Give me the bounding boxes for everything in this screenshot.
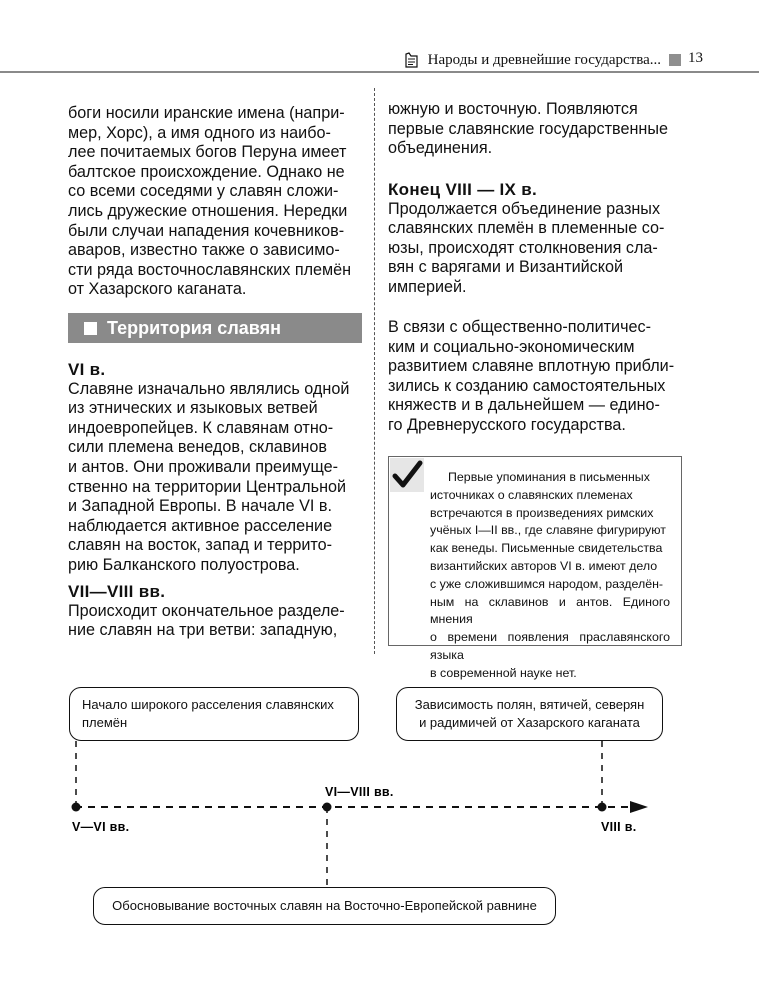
line: от Хазарского каганата. (68, 280, 247, 299)
line: объединения. (388, 139, 493, 158)
line: индоевропейцев. К славянам отно- (68, 418, 334, 437)
point-label: V—VI вв. (72, 820, 130, 834)
line: лись дружеские отношения. Нередки (68, 201, 348, 220)
checkmark-icon (390, 458, 424, 492)
line: ким и социально-экономическим (388, 337, 635, 356)
timeline-event-box: Обосновывание восточных славян на Восточно-Европейской равнине (93, 887, 556, 925)
event-line: Зависимость полян, вятичей, северян (414, 697, 645, 712)
line: славянских племён в племенные со- (388, 219, 665, 238)
line: из этнических и языковых ветвей (68, 399, 318, 418)
note-text (430, 469, 670, 683)
section-vi (68, 360, 362, 576)
line: первые славянские государственные (388, 119, 668, 138)
line: Продолжается объединение разных (388, 199, 661, 218)
event-line: Начало широкого расселения славянских (82, 697, 334, 712)
line: мер, Хорс), а имя одного из наибо- (68, 123, 331, 142)
note-line: источниках о славянских племенах (430, 487, 633, 502)
note-line: византийских авторов VI в. имеют дело (430, 558, 658, 573)
line: ние славян на три ветви: западную, (68, 621, 338, 640)
note-line: в современной науке нет. (430, 665, 577, 680)
header-rule (0, 71, 759, 73)
line: Славяне изначально являлись одной (68, 379, 350, 398)
line: вян с варягами и Византийской (388, 258, 624, 277)
book-icon (404, 51, 420, 69)
timeline-point (598, 803, 607, 812)
line: балтское происхождение. Однако не (68, 162, 345, 181)
event-line: и радимичей от Хазарского каганата (419, 715, 640, 730)
point-label: VIII в. (601, 820, 637, 834)
note-line: как венеды. Письменные свидетельства (430, 541, 663, 556)
line: ственно на территории Центральной (68, 477, 347, 496)
line: го Древнерусского государства. (388, 415, 626, 434)
note-line: ным на склавинов и антов. Единого мнения (430, 594, 670, 627)
line: аваров, известно также о зависимо- (68, 241, 340, 260)
note-line: Первые упоминания в письменных (448, 470, 650, 484)
arrow-icon (630, 801, 648, 813)
note-line: встречаются в произведениях римских (430, 505, 654, 520)
timeline-point (323, 803, 332, 812)
line: юзы, происходят столкновения сла- (388, 238, 658, 257)
line: и Западной Европы. В начале VI в. (68, 497, 332, 516)
line: рию Балканского полуострова. (68, 555, 300, 574)
section-viii-ix (388, 180, 684, 298)
line: империей. (388, 277, 467, 296)
running-header (404, 50, 681, 70)
line: зились к созданию самостоятельных (388, 376, 666, 395)
timeline-point (72, 803, 81, 812)
line: Происходит окончательное разделе- (68, 601, 345, 620)
timeline-event-box (69, 687, 359, 741)
note-line: о времени появления праславянского языка (430, 630, 670, 662)
line: и антов. Они проживали преимуще- (68, 457, 338, 476)
section-vii-viii (68, 582, 362, 641)
point-label: VI—VIII вв. (325, 785, 394, 799)
section-title: Территория славян (107, 317, 281, 338)
line: лее почитаемых богов Перуна имеет (68, 143, 347, 162)
page-number: 13 (688, 50, 703, 66)
header-square-icon (669, 54, 681, 66)
header-title: Народы и древнейшие государства... (427, 51, 661, 68)
line: сили племена венедов, склавинов (68, 438, 327, 457)
line: наблюдается активное расселение (68, 516, 333, 535)
line: княжеств и в дальнейшем — едино- (388, 396, 660, 415)
event-line: племён (82, 715, 128, 730)
column-divider (374, 88, 375, 654)
line: В связи с общественно-политичес- (388, 318, 652, 336)
section-header (68, 313, 362, 343)
line: славян на восток, запад и террито- (68, 536, 333, 555)
right-paragraph-4 (388, 318, 684, 436)
right-continuation (388, 100, 684, 159)
square-bullet-icon (84, 322, 97, 335)
left-intro-paragraph (68, 104, 362, 300)
line: со всеми соседями у славян сложи- (68, 182, 339, 201)
heading-viii-ix: Конец VIII — IX в. (388, 180, 537, 199)
line: сти ряда восточнославянских племён (68, 260, 352, 279)
heading-vii-viii: VII—VIII вв. (68, 582, 166, 601)
note-line: с уже сложившимся народом, разделён- (430, 576, 664, 591)
line: южную и восточную. Появляются (388, 100, 638, 118)
timeline-event-box (396, 687, 663, 741)
line: развитием славяне вплотную прибли- (388, 357, 675, 376)
note-line: учёных I—II вв., где славяне фигурируют (430, 523, 666, 538)
line: были случаи нападения кочевников- (68, 221, 345, 240)
heading-vi: VI в. (68, 360, 106, 379)
line: боги носили иранские имена (напри- (68, 104, 345, 122)
